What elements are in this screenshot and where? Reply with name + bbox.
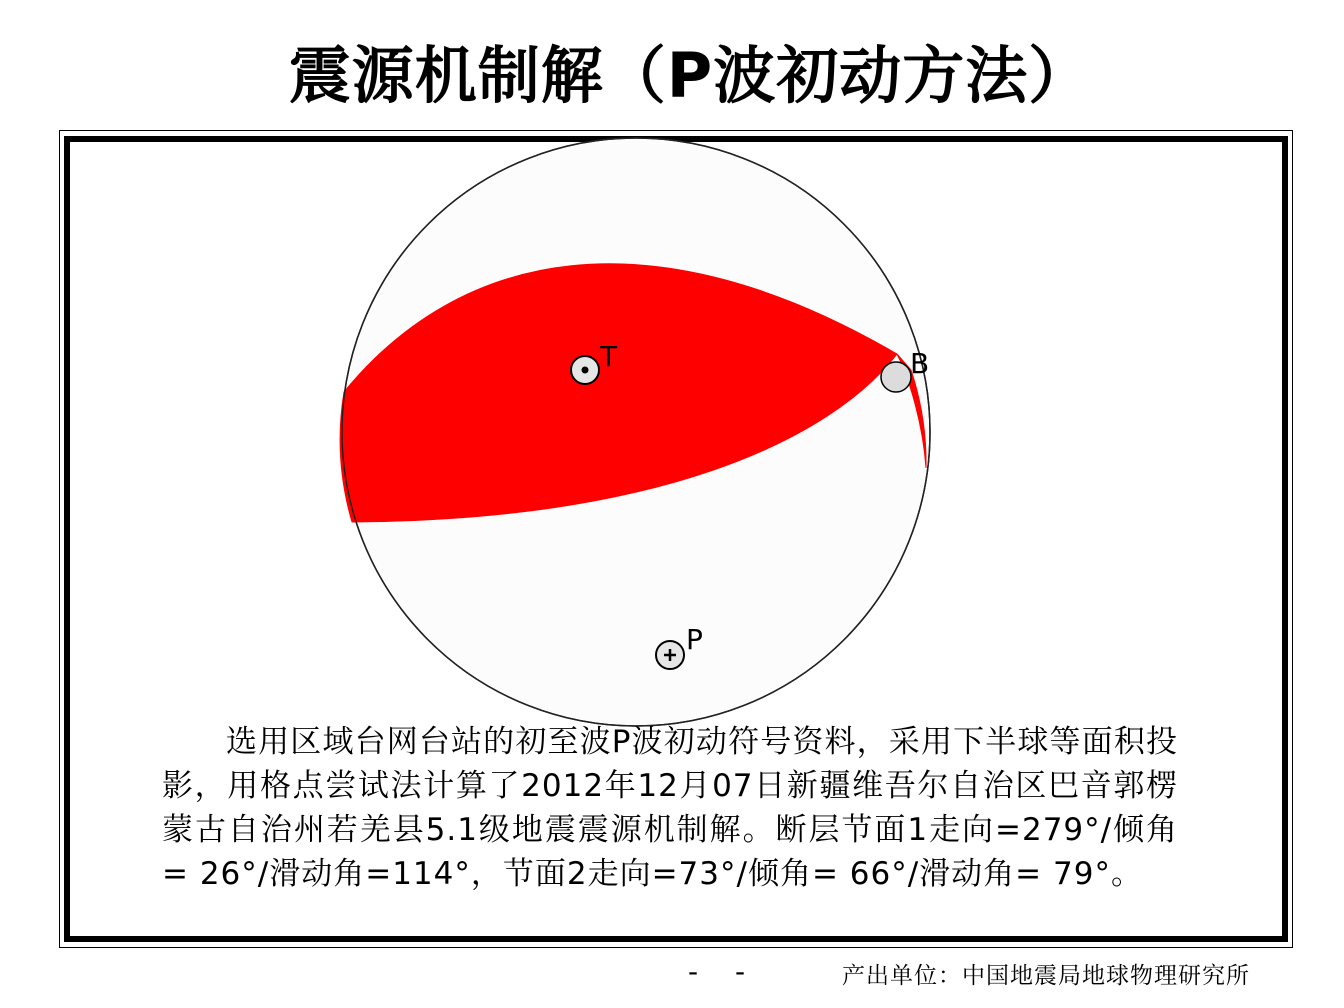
page-marker: - - [688,955,760,988]
t-axis-marker [571,356,599,384]
b-axis-marker [881,362,911,392]
b-axis-label: B [910,347,930,380]
p-axis-marker [656,641,684,669]
page-title: 震源机制解（P波初动方法） [288,39,1092,112]
p-axis-label: P [686,623,703,656]
mechanism-description: 选用区域台网台站的初至波P波初动符号资料，采用下半球等面积投影，用格点尝试法计算了2012年12月07日新疆维吾尔自治区巴音郭楞蒙古自治州若羌县5.1级地震震源机制解。断层节面1走向=279°/倾角= 26°/滑动角=114°，节面2走向=73°/倾角= 66°/滑动角= 79°。 [162,724,1178,892]
source-credit: 产出单位：中国地震局地球物理研究所 [842,963,1250,989]
t-axis-label: T [600,340,618,373]
